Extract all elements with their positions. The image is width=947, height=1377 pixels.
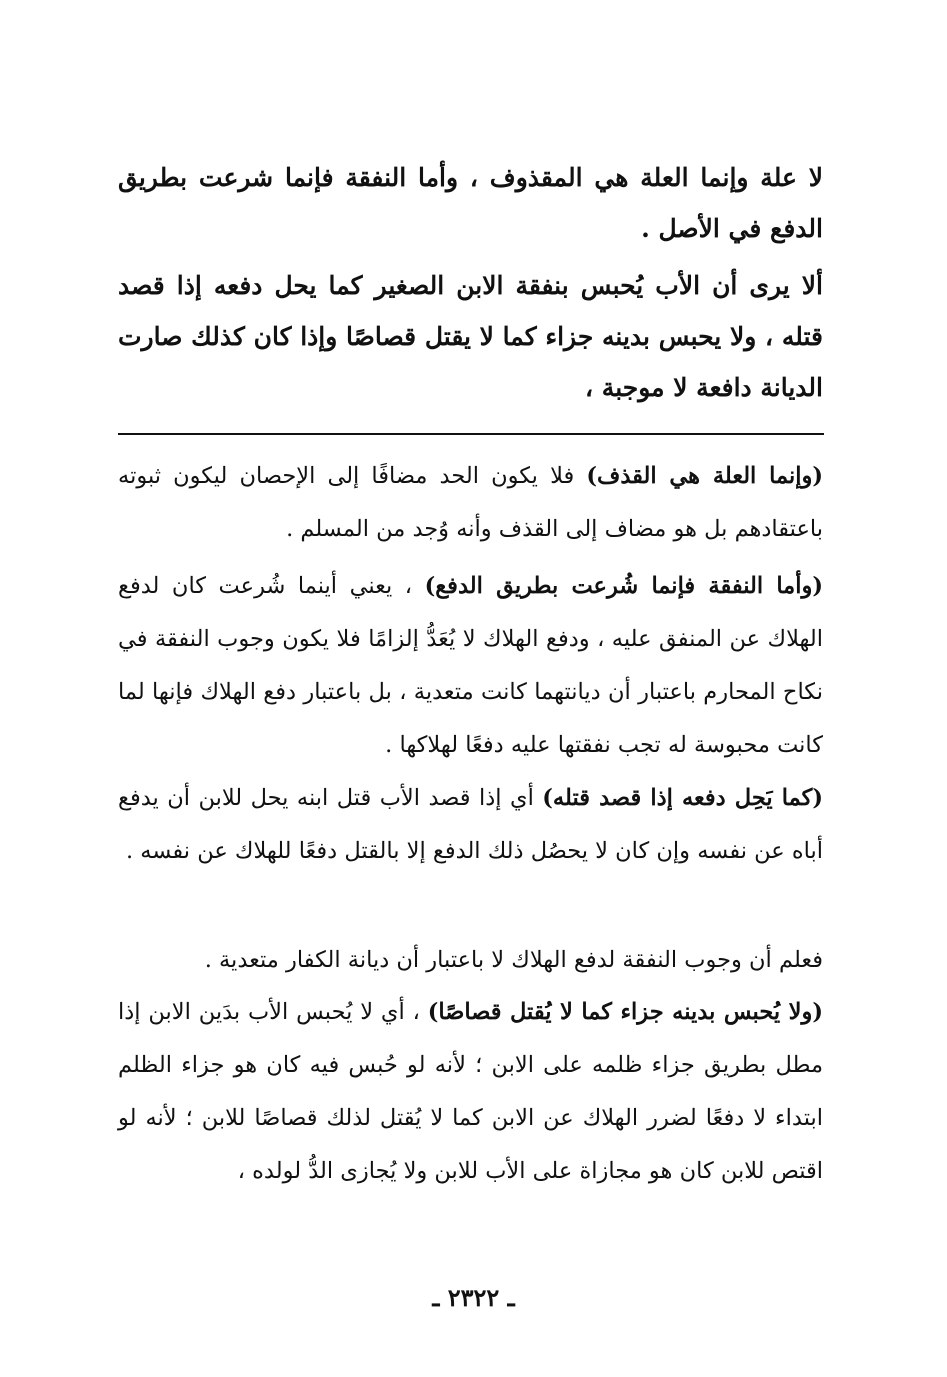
matn-paragraph-2: ألا يرى أن الأب يُحبس بنفقة الابن الصغير كما يحل دفعه إذا قصد قتله ، ولا يحبس بدينه جزاء كما لا يقتل قصاصًا وإذا كان كذلك صارت الديانة دافعة لا موجبة ، [118, 271, 823, 402]
sharh-paragraph-2 [118, 560, 823, 772]
sharh-lemma-3: (كما يَحِل دفعه إذا قصد قتله) [542, 785, 823, 811]
sharh-text-1: فلا يكون الحد مضافًا إلى الإحصان ليكون ثبوته باعتقادهم بل هو مضاف إلى القذف وأنه وُجد من المسلم . [118, 463, 823, 542]
sharh-paragraph-5 [118, 986, 823, 1198]
matn-paragraph-1: لا علة وإنما العلة هي المقذوف ، وأما النفقة فإنما شرعت بطريق الدفع في الأصل . [118, 163, 823, 243]
sharh-paragraph-3 [118, 772, 823, 878]
sharh-paragraph-1 [118, 450, 823, 556]
sharh-text-4: فعلم أن وجوب النفقة لدفع الهلاك لا باعتبار أن ديانة الكفار متعدية . [204, 947, 823, 973]
page-number: ـ ٢٣٢٢ ـ [432, 1283, 515, 1312]
sharh-text-2: ، يعني أينما شُرعت كان لدفع الهلاك عن المنفق عليه ، ودفع الهلاك لا يُعَدُّ إلزامًا فلا يكون وجوب النفقة في نكاح المحارم باعتبار أن ديانتهما كانت متعدية ، بل باعتبار دفع الهلاك فإنها لما كانت محبوسة له تجب نفقتها عليه دفعًا لهلاكها . [118, 573, 823, 758]
footnote-separator-line [118, 433, 824, 435]
sharh-lemma-2: (وأما النفقة فإنما شُرعت بطريق الدفع) [424, 573, 823, 599]
sharh-paragraph-4 [118, 934, 823, 987]
sharh-text-3: أي إذا قصد الأب قتل ابنه يحل للابن أن يدفع أباه عن نفسه وإن كان لا يحصُل ذلك الدفع إلا بالقتل دفعًا للهلاك عن نفسه . [118, 785, 823, 864]
sharh-lemma-5: (ولا يُحبس بدينه جزاء كما لا يُقتل قصاصًا) [427, 999, 823, 1025]
sharh-text-5: ، أي لا يُحبس الأب بدَين الابن إذا مطل بطريق جزاء ظلمه على الابن ؛ لأنه لو حُبس فيه كان هو جزاء الظلم ابتداء لا دفعًا لضرر الهلاك عن الابن كما لا يُقتل لذلك قصاصًا للابن ؛ لأنه لو اقتص للابن كان هو مجازاة على الأب للابن ولا يُجازى الدُّ لولده ، [118, 999, 823, 1184]
sharh-lemma-1: (وإنما العلة هي القذف) [586, 463, 823, 489]
